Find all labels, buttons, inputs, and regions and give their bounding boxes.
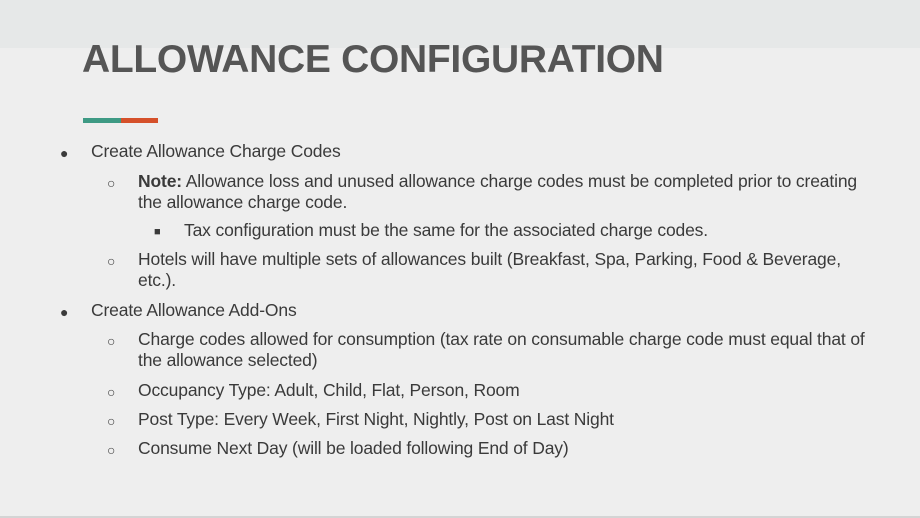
slide-title: ALLOWANCE CONFIGURATION	[82, 38, 664, 81]
list-item-create-allowance-add-ons: Create Allowance Add-Ons	[91, 300, 297, 320]
bullet-icon: ●	[60, 145, 69, 161]
charge-codes-line-1: Charge codes allowed for consumption (tax rate on consumable charge code must equal that of	[138, 329, 865, 349]
note-line-2: the allowance charge code.	[138, 192, 348, 212]
note-line-1	[138, 171, 857, 192]
sub-bullet-icon: ○	[107, 333, 116, 349]
post-type-item: Post Type: Every Week, First Night, Nightly, Post on Last Night	[138, 409, 614, 429]
note-text: Allowance loss and unused allowance charge codes must be completed prior to creating	[181, 171, 857, 191]
square-bullet-icon: ■	[154, 226, 161, 238]
charge-codes-line-2: the allowance selected)	[138, 350, 318, 370]
sub-bullet-icon: ○	[107, 384, 116, 400]
occupancy-type-item: Occupancy Type: Adult, Child, Flat, Person, Room	[138, 380, 520, 400]
sub-bullet-icon: ○	[107, 413, 116, 429]
bullet-icon: ●	[60, 304, 69, 320]
list-item-create-allowance-charge-codes: Create Allowance Charge Codes	[91, 141, 341, 161]
sub-bullet-icon: ○	[107, 253, 116, 269]
note-label: Note:	[138, 171, 182, 191]
hotels-line-1: Hotels will have multiple sets of allowances built (Breakfast, Spa, Parking, Food & Beverage,	[138, 249, 841, 269]
sub-bullet-icon: ○	[107, 442, 116, 458]
tax-configuration-item: Tax configuration must be the same for the associated charge codes.	[184, 220, 708, 240]
consume-next-day-item: Consume Next Day (will be loaded following End of Day)	[138, 438, 569, 458]
sub-bullet-icon: ○	[107, 175, 116, 191]
hotels-line-2: etc.).	[138, 270, 176, 290]
